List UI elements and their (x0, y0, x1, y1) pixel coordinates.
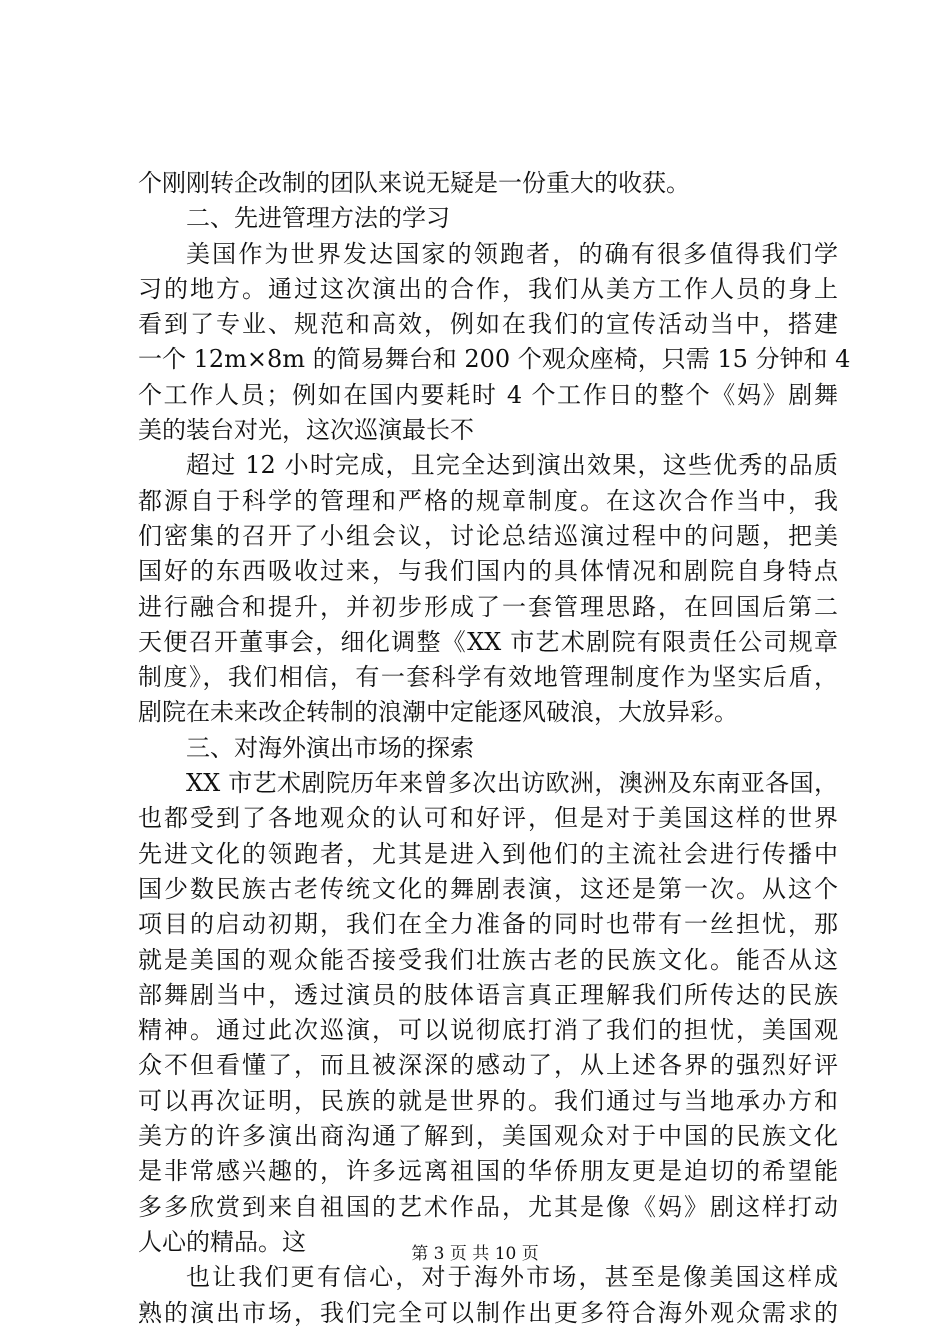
page-footer: 第 3 页 共 10 页 (411, 1244, 539, 1264)
paragraph-line: 人心的精品。这 (138, 1227, 306, 1256)
paragraph-line: 美国作为世界发达国家的领跑者，的确有很多值得我们学 (186, 239, 838, 268)
paragraph-line: 就是美国的观众能否接受我们壮族古老的民族文化。能否从这 (138, 945, 838, 974)
paragraph-line: 天便召开董事会，细化调整《XX 市艺术剧院有限责任公司规章 (138, 627, 838, 656)
paragraph-line: XX 市艺术剧院历年来曾多次出访欧洲，澳洲及东南亚各国， (186, 769, 838, 798)
paragraph-line: 习的地方。通过这次演出的合作，我们从美方工作人员的身上 (138, 274, 838, 303)
paragraph-line: 也都受到了各地观众的认可和好评，但是对于美国这样的世界 (138, 804, 838, 833)
section-heading: 二、先进管理方法的学习 (186, 204, 450, 233)
paragraph-line: 国少数民族古老传统文化的舞剧表演，这还是第一次。从这个 (138, 874, 838, 903)
paragraph-line: 进行融合和提升，并初步形成了一套管理思路，在回国后第二 (138, 592, 838, 621)
paragraph-line: 们密集的召开了小组会议，讨论总结巡演过程中的问题，把美 (138, 521, 838, 550)
paragraph-line: 个刚刚转企改制的团队来说无疑是一份重大的收获。 (138, 169, 690, 197)
paragraph-line: 众不但看懂了，而且被深深的感动了，从上述各界的强烈好评 (138, 1051, 838, 1080)
paragraph-line: 部舞剧当中，透过演员的肢体语言真正理解我们所传达的民族 (138, 980, 838, 1009)
paragraph-line: 可以再次证明，民族的就是世界的。我们通过与当地承办方和 (138, 1086, 838, 1115)
paragraph-line: 多多欣赏到来自祖国的艺术作品，尤其是像《妈》剧这样打动 (138, 1192, 838, 1221)
paragraph-line: 超过 12 小时完成，且完全达到演出效果，这些优秀的品质 (186, 451, 838, 480)
paragraph-line: 是非常感兴趣的，许多远离祖国的华侨朋友更是迫切的希望能 (138, 1157, 838, 1186)
paragraph-line: 熟的演出市场，我们完全可以制作出更多符合海外观众需求的 (138, 1298, 838, 1327)
paragraph-line: 先进文化的领跑者，尤其是进入到他们的主流社会进行传播中 (138, 839, 838, 868)
paragraph-line: 一个 12m×8m 的简易舞台和 200 个观众座椅，只需 15 分钟和 4 (138, 345, 851, 374)
paragraph-line: 美方的许多演出商沟通了解到，美国观众对于中国的民族文化 (138, 1122, 838, 1151)
paragraph-line: 也让我们更有信心，对于海外市场，甚至是像美国这样成 (186, 1263, 838, 1292)
paragraph-line: 个工作人员；例如在国内要耗时 4 个工作日的整个《妈》剧舞 (138, 380, 838, 409)
paragraph-line: 国好的东西吸收过来，与我们国内的具体情况和剧院自身特点 (138, 557, 838, 586)
paragraph-line: 精神。通过此次巡演，可以说彻底打消了我们的担忧，美国观 (138, 1016, 838, 1045)
paragraph-line: 项目的启动初期，我们在全力准备的同时也带有一丝担忧，那 (138, 910, 838, 939)
paragraph-line: 剧院在未来改企转制的浪潮中定能逐风破浪，大放异彩。 (138, 698, 738, 727)
paragraph-line: 看到了专业、规范和高效，例如在我们的宣传活动当中，搭建 (138, 310, 838, 339)
paragraph-line: 都源自于科学的管理和严格的规章制度。在这次合作当中，我 (138, 486, 838, 515)
section-heading: 三、对海外演出市场的探索 (186, 733, 474, 762)
paragraph-line: 制度》，我们相信，有一套科学有效地管理制度作为坚实后盾， (138, 663, 838, 692)
paragraph-line: 美的装台对光，这次巡演最长不 (138, 416, 474, 445)
body-text (138, 166, 851, 1331)
